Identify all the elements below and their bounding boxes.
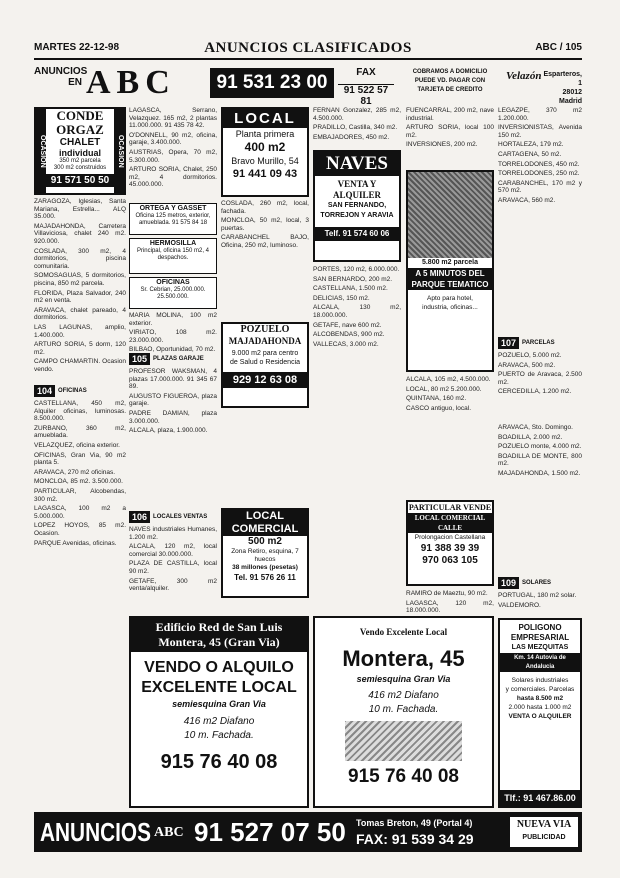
listing: CERCEDILLA, 1.200 m2. xyxy=(498,388,572,396)
parcela-m2: 350 m2 parcela xyxy=(59,158,101,164)
section-104 xyxy=(34,385,126,397)
ad-body: Principal, oficina 150 m2, 4 despachos. xyxy=(136,248,210,261)
page-number: ABC / 105 xyxy=(535,42,582,53)
column-5-top xyxy=(406,107,494,167)
ad-body-1: Apto para hotel, xyxy=(427,295,473,302)
listing: SOMOSAGUAS, 5 dormitorios, piscina, 850 m2 parcela. xyxy=(34,272,126,287)
individual-label: individual xyxy=(58,148,101,158)
listing: COSLADA, 300 m2, 4 dormitorios, piscina comunitaria. xyxy=(34,247,126,270)
banner-fax-label: FAX xyxy=(356,67,376,78)
listing: LOCAL, 80 m2 5.200.000. xyxy=(406,385,482,393)
listing: AUGUSTO FIGUEROA, plaza garaje. xyxy=(129,392,217,408)
ad-title-2: Montera, 45 (Gran Via) xyxy=(131,635,307,652)
listing: PRADILLO, Castilla, 340 m2. xyxy=(313,124,398,132)
listing: LAGASCA, Serrano, Velazquez. 165 m2, 2 plantas 11.000.000. 91 435 78 42. xyxy=(129,107,217,130)
ad-phone: 929 12 63 08 xyxy=(223,372,307,388)
ad-fachada: 10 m. Fachada. xyxy=(184,730,254,741)
listing: ARTURO SORIA, Chalet, 250 m2, 4 dormitorios. 45.000.000. xyxy=(129,166,217,189)
listing: MARIA MOLINA, 100 m2 exterior. xyxy=(129,312,217,327)
ad-phone: 91 441 09 43 xyxy=(232,168,298,180)
ad-big-2: EXCELENTE LOCAL xyxy=(141,679,297,696)
ad-sub: semiesquina Gran Via xyxy=(356,674,451,684)
banner-phone: 91 531 23 00 xyxy=(210,68,334,98)
ad-line-1: Solares industriales xyxy=(511,677,569,684)
listing: BILBAO, Oportunidad, 70 m2. xyxy=(129,346,216,354)
ad-m2: 500 m2 xyxy=(248,536,282,547)
ad-title-2: LOCAL COMERCIAL xyxy=(408,513,492,523)
section-105 xyxy=(129,353,217,365)
listing: ARAVACA, 500 m2. xyxy=(498,361,556,369)
ad-big-1: VENDO O ALQUILO xyxy=(144,659,294,676)
listing: FLORIDA, Plaza Salvador, 240 m2 en venta. xyxy=(34,289,126,305)
ads-banner xyxy=(34,64,582,107)
column-5-bottom xyxy=(406,590,494,615)
footer-publicidad: PUBLICIDAD xyxy=(522,834,566,841)
footer-fax: FAX: 91 539 34 29 xyxy=(356,831,474,847)
edificio-san-luis-ad xyxy=(129,616,309,808)
section-title: ANUNCIOS CLASIFICADOS xyxy=(204,40,412,56)
column-2-mid xyxy=(129,312,217,354)
section-number: 109 xyxy=(498,577,519,589)
footer-banner xyxy=(34,812,582,852)
listing: ALCALA, 120 m2, local comercial 30.000.000. xyxy=(129,543,217,558)
ad-title-1: POZUELO xyxy=(240,324,290,335)
listing: PORTES, 120 m2, 6.000.000. xyxy=(313,266,400,273)
ad-body: 9.000 m2 para centro de Salud o Residencia xyxy=(229,350,301,366)
listing: BOADILLA, 2.000 m2. xyxy=(498,433,563,441)
listing: VALDEMORO. xyxy=(498,601,541,609)
listing: ARAVACA, 270 m2 oficinas. xyxy=(34,468,116,476)
listing: GETAFE, 300 m2 venta/alquiler. xyxy=(129,577,217,593)
listing: MAJADAHONDA, Carretera Villaviciosa, chalet 240 m2. 920.000. xyxy=(34,222,126,245)
ad-title: NAVES xyxy=(315,152,399,176)
ad-top: Vendo Excelente Local xyxy=(359,627,448,637)
listing: INVERSIONISTAS, Avenida 150 m2. xyxy=(498,124,582,139)
listing: PARTICULAR, Alcobendas, 300 m2. xyxy=(34,487,126,503)
ad-title-1: A 5 MINUTOS DEL xyxy=(408,268,492,279)
column-1-bottom xyxy=(34,400,126,808)
listing: PADRE DAMIAN, plaza 3.000.000. xyxy=(129,409,217,425)
listing: AUSTRIAS, Opera, 70 m2, 5.300.000. xyxy=(129,148,217,164)
footer-abc: ABC xyxy=(154,825,184,840)
ad-title: OFICINAS xyxy=(156,279,190,286)
footer-nueva-via: NUEVA VIA xyxy=(516,819,572,830)
listing: PARQUE Avenidas, oficinas. xyxy=(34,539,117,547)
section-107 xyxy=(498,337,582,349)
column-4-bottom xyxy=(313,266,401,606)
ad-sub-1: VENTA Y xyxy=(337,179,377,189)
column-6-solares xyxy=(498,592,582,614)
montera-45-ad xyxy=(313,616,494,808)
ad-fachada: 10 m. Fachada. xyxy=(368,704,439,715)
listing: ARTURO SORIA, local 100 m2. xyxy=(406,124,494,139)
listing: ARAVACA, Sto. Domingo. xyxy=(498,424,573,431)
conde-title-1: CONDE xyxy=(56,108,104,123)
listing: VIRIATO, 108 m2. 23.000.000. xyxy=(129,329,217,344)
footer-phone: 91 527 07 50 xyxy=(194,817,346,847)
listing: INVERSIONES, 200 m2. xyxy=(406,141,478,149)
column-2-locales xyxy=(129,526,217,598)
ocasion-side-left: OCASION xyxy=(36,109,46,193)
listing: CAMPO CHAMARTIN. Ocasion vendo. xyxy=(34,358,126,373)
ad-m2: 400 m2 xyxy=(244,140,286,154)
section-label: SOLARES xyxy=(522,580,552,586)
listing: MAJADAHONDA, 1.500 m2. xyxy=(498,469,581,477)
ad-title-2: PARQUE TEMATICO xyxy=(408,279,492,290)
ad-phone: 915 76 40 08 xyxy=(160,751,278,773)
ad-address: Prolongacion Castellana xyxy=(414,534,486,541)
listing: COSLADA, 260 m2, local, fachada. xyxy=(221,200,309,215)
ad-phone: 915 76 40 08 xyxy=(348,766,459,787)
listing: FERNAN Gonzalez, 285 m2, 4.500.000. xyxy=(313,107,401,122)
banner-esparteros: Esparteros, 1 xyxy=(543,71,582,87)
footer-address: Tomas Breton, 49 (Portal 4) xyxy=(356,818,473,828)
ad-photo xyxy=(408,172,492,258)
ad-line-3: hasta 8.500 m2 xyxy=(516,695,564,702)
listing: DELICIAS, 150 m2. xyxy=(313,294,370,302)
banner-anuncios: ANUNCIOS xyxy=(34,66,88,77)
column-6-top xyxy=(498,107,582,329)
ad-body: Zona Retiro, esquina, 7 huecos xyxy=(231,548,299,563)
hermosilla-ad xyxy=(129,238,217,274)
column-6-parcelas xyxy=(498,352,582,422)
listing: ARTURO SORIA, 5 dorm, 120 m2. xyxy=(34,341,126,356)
banner-fax: 91 522 57 81 xyxy=(338,84,394,107)
pozuelo-ad xyxy=(221,322,309,408)
ad-title-3: LAS MEZQUITAS xyxy=(500,643,580,654)
ad-line-4: 2.000 hasta 1.000 m2 xyxy=(508,704,572,711)
ad-sub: semiesquina Gran Via xyxy=(172,699,266,709)
banner-velazon-logo: Velazón xyxy=(506,70,542,82)
banner-puede: PUEDE VD. PAGAR CON xyxy=(414,78,486,84)
ad-price: 38 millones (pesetas) xyxy=(232,564,298,571)
section-number: 104 xyxy=(34,385,55,397)
listing: MONCLOA, 85 m2. 3.500.000. xyxy=(34,478,123,486)
chalet-label: CHALET xyxy=(59,137,101,148)
listing: PORTUGAL, 180 m2 solar. xyxy=(498,592,577,599)
section-number: 107 xyxy=(498,337,519,349)
listing: QUINTANA, 160 m2. xyxy=(406,395,467,403)
listing: CASCO antiguo, local. xyxy=(406,404,472,412)
ad-body-2: industria, oficinas... xyxy=(422,304,478,311)
listing: ZARAGOZA, Iglesias, Santa Mariana, Estrella... ALQ 35.000. xyxy=(34,198,126,221)
ad-phone-1: 91 388 39 39 xyxy=(420,543,480,554)
listing: PROFESOR WAKSMAN, 4 plazas 17.000.000. 91 345 67 89. xyxy=(129,368,217,391)
ad-sub-4: TORREJON Y ARAVIA xyxy=(320,212,394,219)
listing: SAN BERNARDO, 200 m2. xyxy=(313,275,393,283)
section-number: 106 xyxy=(129,511,150,523)
ad-m2: 416 m2 Diafano xyxy=(183,716,255,727)
naves-ad xyxy=(313,150,401,262)
column-3-top xyxy=(221,200,309,320)
listing: MONCLOA, 50 m2, local, 3 puertas. xyxy=(221,217,309,232)
column-5-mid xyxy=(406,376,494,496)
listing: ARAVACA, 560 m2. xyxy=(498,196,556,204)
section-label: PARCELAS xyxy=(522,340,555,346)
listing: HORTALEZA, 179 m2. xyxy=(498,141,564,149)
listing: ALCOBENDAS, 900 m2. xyxy=(313,331,385,339)
listing: ARAVACA, chalet pareado, 4 dormitorios. xyxy=(34,306,126,322)
listing: ALCALA, 105 m2, 4.500.000. xyxy=(406,376,491,383)
ad-km: Km. 14 Autovia de Andalucia xyxy=(500,654,580,672)
ad-line-5: VENTA O ALQUILER xyxy=(508,713,572,720)
ad-body: Sr. Cebrian, 25.000.000. 25.500.000. xyxy=(140,287,206,300)
ad-title-2: COMERCIAL xyxy=(223,523,307,536)
section-109 xyxy=(498,577,582,589)
footer-anuncios: ANUNCIOS xyxy=(40,817,151,847)
construidos-m2: 300 m2 construidos xyxy=(53,165,107,171)
listing: TORRELODONES, 250 m2. xyxy=(498,170,580,178)
conde-title-2: ORGAZ xyxy=(56,122,104,137)
ad-phone: Tel. 91 576 26 11 xyxy=(234,573,296,582)
ad-address: Bravo Murillo, 54 xyxy=(231,156,299,166)
ad-title-1: LOCAL xyxy=(223,510,307,523)
ad-title-2: MAJADAHONDA xyxy=(228,336,302,346)
listing: LOPEZ HOYOS, 85 m2. Ocasion. xyxy=(34,522,126,537)
column-6-mid xyxy=(498,424,582,570)
listing: BOADILLA DE MONTE, 800 m2. xyxy=(498,452,582,468)
listing: POZUELO monte, 4.000 m2. xyxy=(498,443,582,451)
ad-title: ORTEGA Y GASSET xyxy=(139,205,207,212)
ad-photo xyxy=(345,721,462,761)
listing: GETAFE, nave 600 m2. xyxy=(313,321,382,329)
ad-title-3: CALLE xyxy=(408,523,492,533)
section-label: OFICINAS xyxy=(58,388,87,394)
ad-price: 5.800 m2 parcela xyxy=(421,259,479,266)
ad-phone: Telf. 91 574 60 06 xyxy=(315,227,399,241)
ad-body: Oficina 125 metros, exterior, amueblada. 91 575 84 18 xyxy=(135,213,211,226)
section-label: LOCALES VENTAS xyxy=(153,514,208,520)
ad-title: HERMOSILLA xyxy=(149,240,197,247)
listing: LAGASCA, 120 m2, 18.000.000. xyxy=(406,599,494,615)
listing: CASTELLANA, 450 m2, Alquiler oficinas, luminosas. 8.500.000. xyxy=(34,400,126,423)
ad-sub-3: SAN FERNANDO, xyxy=(327,202,387,209)
listing: CARABANCHEL, 170 m2 y 570 m2. xyxy=(498,179,582,195)
column-1-top xyxy=(34,198,126,380)
listing: TORRELODONES, 450 m2. xyxy=(498,160,580,168)
listing: NAVES industriales Humanes, 1.200 m2. xyxy=(129,526,217,541)
listing: LEGAZPE, 370 m2 1.200.000. xyxy=(498,107,582,122)
parque-tematico-ad xyxy=(406,170,494,372)
page-header xyxy=(34,38,582,60)
section-106 xyxy=(129,511,217,523)
banner-en: EN xyxy=(68,77,82,88)
listing: CARTAGENA, 50 m2. xyxy=(498,150,562,158)
listing: OFICINAS, Gran Via, 90 m2 planta 5. xyxy=(34,451,126,467)
section-number: 105 xyxy=(129,353,150,365)
banner-cobramos: COBRAMOS A DOMICILIO xyxy=(412,69,488,75)
listing: EMBAJADORES, 450 m2. xyxy=(313,133,390,141)
ad-title-1: Edificio Red de San Luis xyxy=(131,618,307,635)
ad-phone-2: 970 063 105 xyxy=(422,555,478,566)
ocasion-side-right: OCASION xyxy=(114,109,124,193)
ad-sub: Planta primera xyxy=(235,129,295,139)
column-2-garajes xyxy=(129,368,217,435)
listing: ALCALA, 130 m2, 18.000.000. xyxy=(313,304,401,319)
listing: ZURBANO, 360 m2, amueblada. xyxy=(34,424,126,440)
banner-abc-logo: ABC xyxy=(86,64,176,101)
local-comercial-ad xyxy=(221,508,309,598)
conde-orgaz-ad xyxy=(34,107,126,195)
ad-m2: 416 m2 Diafano xyxy=(368,690,439,701)
ad-big: Montera, 45 xyxy=(342,646,465,671)
local-bravo-murillo-ad xyxy=(221,107,309,197)
ad-line-2: y comerciales. Parcelas xyxy=(505,686,575,693)
listing: VALLECAS, 3.000 m2. xyxy=(313,340,379,348)
oficinas-ad xyxy=(129,277,217,309)
particular-vende-ad xyxy=(406,500,494,586)
column-2-top xyxy=(129,107,217,201)
ad-title-1: POLIGONO xyxy=(518,623,562,632)
ad-title-1: PARTICULAR VENDE xyxy=(408,503,492,512)
section-label: PLAZAS GARAJE xyxy=(153,356,204,362)
ortega-gasset-ad xyxy=(129,203,217,235)
ad-title: LOCAL xyxy=(223,109,307,128)
listing: RAMIRO de Maeztu, 90 m2. xyxy=(406,590,488,597)
issue-date: MARTES 22-12-98 xyxy=(34,42,120,53)
listing: FUENCARRAL, 200 m2, nave industrial. xyxy=(406,107,494,122)
listing: PLAZA DE CASTILLA, local 90 m2. xyxy=(129,560,217,575)
listing: O'DONNELL, 90 m2, oficina, garaje, 3.400.000. xyxy=(129,131,217,147)
listing: ALCALA, plaza, 1.900.000. xyxy=(129,427,208,435)
ad-sub-2: ALQUILER xyxy=(332,190,381,200)
ad-title-2: EMPRESARIAL xyxy=(510,633,570,642)
banner-madrid: 28012 Madrid xyxy=(559,89,582,105)
poligono-ad xyxy=(498,618,582,808)
listing: POZUELO, 5.000 m2. xyxy=(498,352,562,359)
conde-phone: 91 571 50 50 xyxy=(36,174,124,187)
ad-phone: Tlf.: 91 467.86.00 xyxy=(500,790,580,806)
listing: CASTELLANA, 1.500 m2. xyxy=(313,285,388,293)
listing: CARABANCHEL BAJO, Oficina, 250 m2, luminoso. xyxy=(221,234,309,249)
listing: LAS LAGUNAS, amplio, 1.400.000. xyxy=(34,323,126,339)
listing: PUERTO de Aravaca, 2.500 m2. xyxy=(498,371,582,386)
column-4-top xyxy=(313,107,401,147)
listing: VELAZQUEZ, oficina exterior. xyxy=(34,441,120,449)
banner-tarjeta: TARJETA DE CREDITO xyxy=(417,87,483,93)
listing: LAGASCA, 100 m2 a 5.000.000. xyxy=(34,505,126,520)
